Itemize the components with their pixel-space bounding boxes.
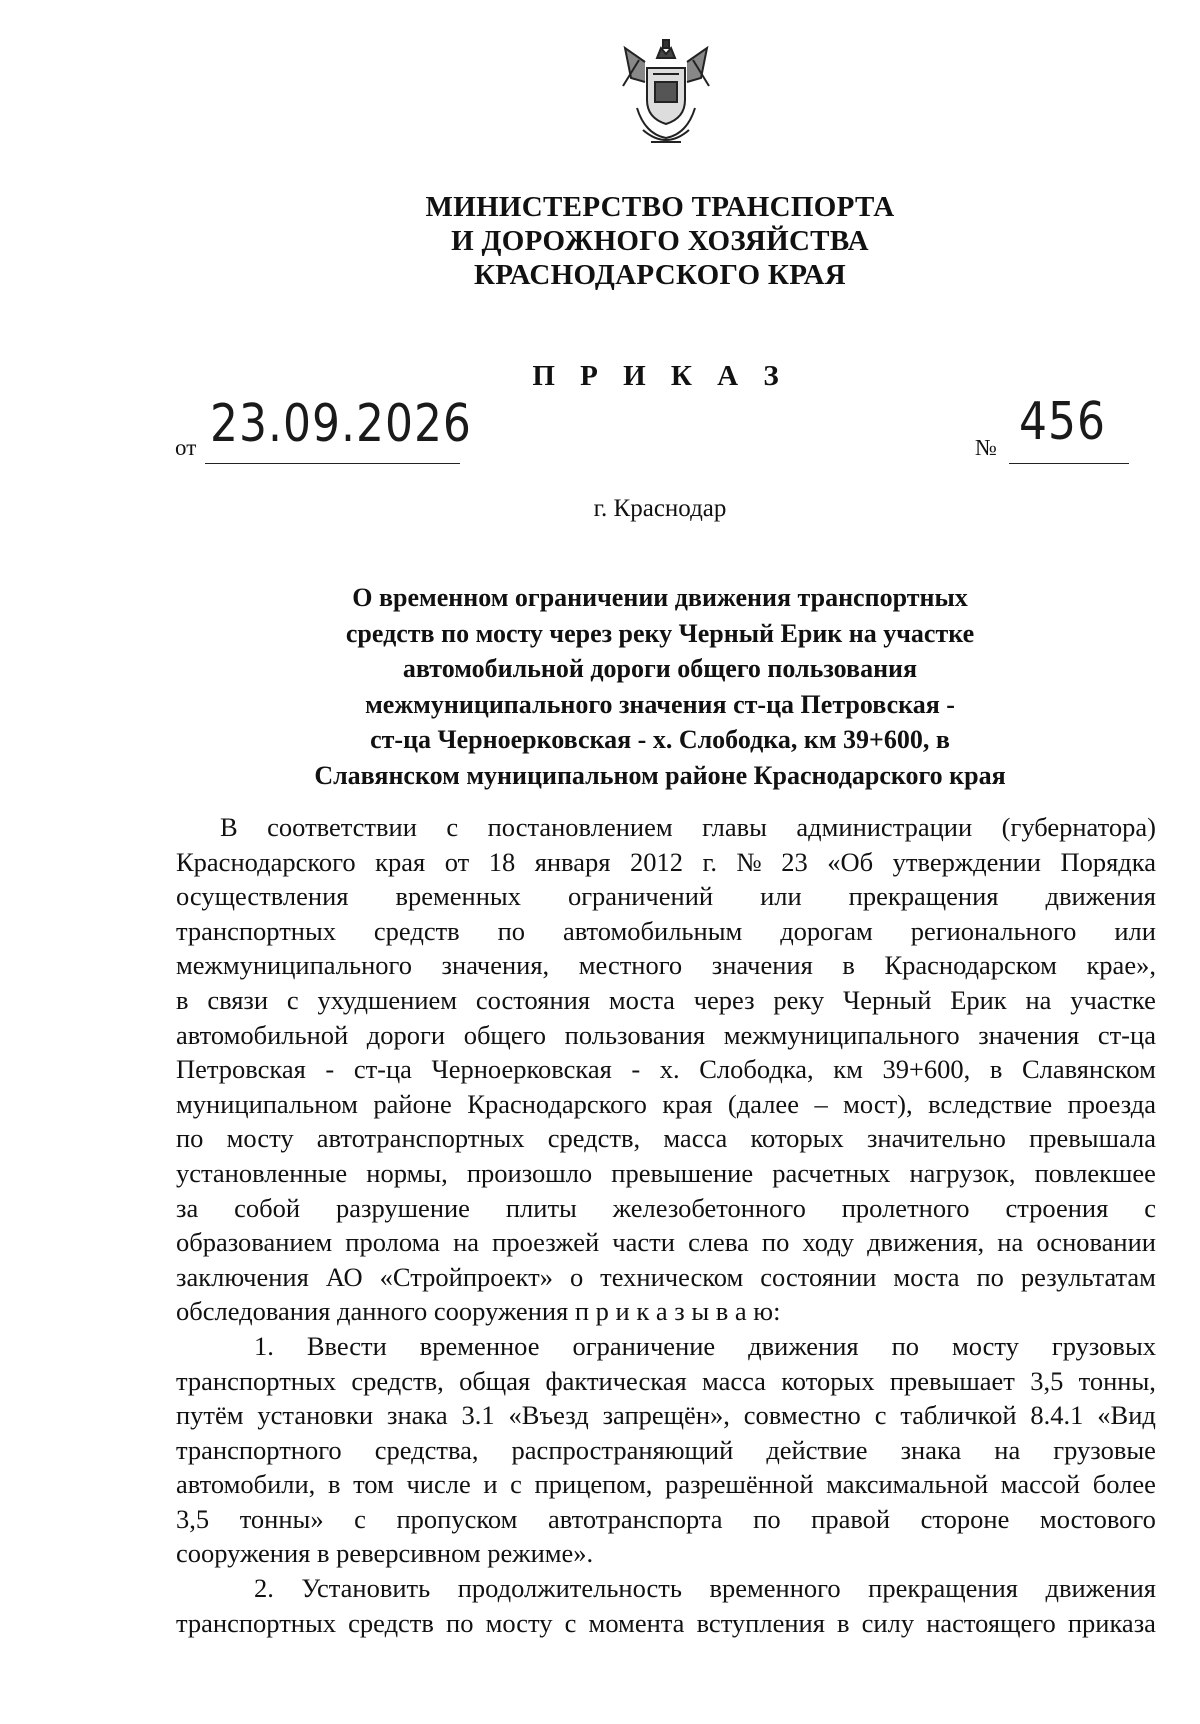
body-word: в: [837, 1607, 850, 1638]
body-word: пролетного: [841, 1192, 970, 1223]
body-word: прицепом,: [534, 1469, 653, 1500]
body-word: в: [327, 1469, 341, 1500]
body-word: табличкой: [900, 1400, 1017, 1431]
body-word: 39+600,: [882, 1054, 971, 1085]
body-word: межмуниципального: [723, 1019, 960, 1050]
body-line: [176, 1260, 1156, 1295]
ministry-line: КРАСНОДАРСКОГО КРАЯ: [473, 259, 847, 291]
body-word: 3,5: [1030, 1365, 1064, 1396]
body-word: по: [446, 1607, 474, 1638]
body-word: превышение: [611, 1157, 754, 1188]
body-word: Краснодарского: [467, 1088, 647, 1119]
body-word: №: [736, 846, 762, 877]
body-line: [176, 1502, 1156, 1537]
order-title: П Р И К А З: [532, 360, 788, 392]
body-word: которых: [781, 1365, 875, 1396]
body-word: грузовые: [1053, 1434, 1156, 1465]
body-word: превышает: [889, 1365, 1015, 1396]
body-word: приказа: [1067, 1607, 1156, 1638]
body-word: пропуском: [396, 1503, 518, 1534]
body-word: разрушение: [336, 1192, 470, 1223]
body-word: края: [375, 846, 426, 877]
body-word: автотранспортных: [316, 1123, 525, 1154]
body-word: расчетных: [772, 1157, 891, 1188]
body-line: [176, 1052, 1156, 1087]
body-word: АО: [325, 1261, 363, 1292]
body-word: масса: [663, 1123, 728, 1154]
body-word: действие: [766, 1434, 868, 1465]
body-word: установленные: [176, 1157, 348, 1188]
body-word: по: [891, 1330, 919, 1361]
body-word: знака: [900, 1434, 962, 1465]
body-word: на: [994, 1434, 1021, 1465]
body-word: средств,: [547, 1123, 641, 1154]
body-word: межмуниципального: [176, 950, 412, 981]
body-word: края: [662, 1088, 713, 1119]
body-line: [176, 948, 1156, 983]
body-word: мосту: [485, 1607, 553, 1638]
body-word: временных: [395, 881, 521, 912]
body-line: [176, 1606, 1156, 1641]
body-word: 2012: [629, 846, 683, 877]
body-word: «Въезд: [508, 1400, 589, 1431]
body-word: проезжей: [492, 1227, 600, 1258]
body-word: Краснодарского: [176, 846, 356, 877]
order-subject: [250, 580, 1070, 793]
body-word: движения,: [867, 1227, 985, 1258]
order-date: [175, 393, 472, 465]
body-word: 3.1: [461, 1400, 495, 1431]
body-line: [176, 1156, 1156, 1191]
body-word: мосту: [951, 1330, 1019, 1361]
body-word: (далее: [727, 1088, 799, 1119]
body-word: или: [760, 881, 802, 912]
body-word: по: [753, 1503, 781, 1534]
body-word: с: [874, 1400, 887, 1431]
body-word: с: [354, 1503, 366, 1534]
body-word: нормы,: [366, 1157, 448, 1188]
body-word: прекращения: [868, 1573, 1018, 1604]
body-word: транспортного: [176, 1434, 342, 1465]
body-word: по: [176, 1123, 204, 1154]
body-word: транспортных: [176, 1607, 337, 1638]
body-word: нагрузок,: [909, 1157, 1016, 1188]
body-word: тонны,: [1078, 1365, 1156, 1396]
body-word: момента: [588, 1607, 685, 1638]
body-word: о: [569, 1261, 584, 1292]
body-word: запрещён»,: [602, 1400, 730, 1431]
coat-of-arms-icon: [617, 38, 715, 156]
body-word: участке: [1070, 984, 1156, 1015]
order-number: [975, 391, 1145, 465]
city: г. Краснодар: [593, 495, 727, 522]
body-word: дорогам: [780, 915, 873, 946]
body-word: дороги: [366, 1019, 446, 1050]
body-word: ухудшением: [317, 984, 458, 1015]
body-word: железобетонного: [612, 1192, 806, 1223]
body-word: постановлением: [487, 812, 673, 842]
body-word: средств: [348, 1607, 434, 1638]
body-line: [176, 1433, 1156, 1468]
body-word: или: [1114, 915, 1156, 946]
body-word: В: [220, 812, 238, 842]
body-word: х.: [659, 1054, 680, 1085]
body-word: ст-ца: [1097, 1019, 1156, 1050]
body-word: автомобильной: [176, 1019, 349, 1050]
body-word: движения: [1045, 881, 1156, 912]
body-word: за: [176, 1192, 199, 1223]
body-word: более: [1092, 1469, 1156, 1500]
body-word: плиты: [505, 1192, 577, 1223]
body-word: местного: [578, 950, 683, 981]
body-word: Порядка: [1060, 846, 1156, 877]
body-word: средства,: [374, 1434, 479, 1465]
body-word: заключения: [176, 1261, 309, 1292]
body-word: Краснодарском: [884, 950, 1057, 981]
body-word: с: [564, 1607, 577, 1638]
body-line: [176, 914, 1156, 949]
body-line: [176, 810, 1156, 845]
body-word: грузовых: [1051, 1330, 1156, 1361]
body-word: техническом: [600, 1261, 744, 1292]
ministry-line: МИНИСТЕРСТВО ТРАНСПОРТА: [425, 191, 895, 223]
body-word: общая: [459, 1365, 531, 1396]
body-word: крае»,: [1086, 950, 1156, 981]
body-line: обследования данного сооружения п р и к а з ы в а ю:: [176, 1296, 781, 1327]
body-word: -: [325, 1054, 335, 1085]
body-line: [176, 1121, 1156, 1156]
body-word: в: [989, 1054, 1003, 1085]
body-line: [176, 1364, 1156, 1399]
body-word: прекращения: [848, 881, 999, 912]
body-word: состояния: [475, 984, 591, 1015]
body-word: средств,: [351, 1365, 444, 1396]
body-word: с: [1144, 1192, 1156, 1223]
body-word: значительно: [866, 1123, 1006, 1154]
body-word: моста: [608, 984, 675, 1015]
body-word: силу: [861, 1607, 915, 1638]
ministry-line: И ДОРОЖНОГО ХОЗЯЙСТВА: [451, 225, 869, 257]
body-word: стороне: [920, 1503, 1010, 1534]
body-word: значения: [711, 950, 813, 981]
body-word: (губернатора): [1001, 812, 1156, 842]
body-word: «Об: [827, 846, 874, 877]
body-word: моста: [893, 1261, 960, 1292]
body-word: Слободка,: [699, 1054, 814, 1085]
body-word: части: [612, 1227, 675, 1258]
body-word: максимальной: [826, 1469, 989, 1500]
body-word: временное: [419, 1330, 540, 1361]
body-word: вследствие: [928, 1088, 1053, 1119]
body-word: реку: [773, 984, 825, 1015]
body-word: на: [453, 1227, 480, 1258]
subject-line: ст-ца Черноерковская - х. Слободка, км 39+600, в: [370, 725, 950, 754]
body-word: продолжительность: [457, 1573, 682, 1604]
body-word: слева: [688, 1227, 749, 1258]
body-word: Славянском: [1021, 1054, 1156, 1085]
body-word: транспортных: [176, 1365, 337, 1396]
body-word: связи: [207, 984, 269, 1015]
body-line: [176, 1329, 1156, 1364]
body-word: значения,: [441, 950, 550, 981]
body-word: января: [534, 846, 611, 877]
body-word: установки: [257, 1400, 374, 1431]
body-word: разрешённой: [665, 1469, 814, 1500]
body-word: «Вид: [1097, 1400, 1156, 1431]
body-word: мост),: [843, 1088, 913, 1119]
body-word: утверждении: [892, 846, 1041, 877]
body-word: ограничение: [572, 1330, 716, 1361]
body-word: состоянии: [760, 1261, 877, 1292]
body-word: –: [814, 1088, 828, 1119]
date-value: 23.09.2026: [210, 393, 472, 454]
body-word: движения: [1045, 1573, 1156, 1604]
body-word: фактическая: [545, 1365, 687, 1396]
body-word: ст-ца: [353, 1054, 412, 1085]
date-underline: [205, 463, 460, 464]
body-word: Ввести: [306, 1330, 387, 1361]
body-line: [176, 1398, 1156, 1433]
body-word: произошло: [466, 1157, 593, 1188]
body-line: [176, 1087, 1156, 1122]
body-word: в: [176, 984, 189, 1015]
body-word: временного: [709, 1573, 841, 1604]
body-word: числе: [406, 1469, 471, 1500]
body-line: [176, 983, 1156, 1018]
body-word: том: [353, 1469, 394, 1500]
body-word: 1.: [254, 1330, 274, 1361]
body-word: 18: [488, 846, 516, 877]
ministry-name: [260, 190, 1060, 292]
body-word: транспортных: [176, 915, 337, 946]
body-word: результатам: [1020, 1261, 1156, 1292]
body-word: движения: [748, 1330, 859, 1361]
body-word: г.: [702, 846, 717, 877]
body-word: главы: [702, 812, 767, 842]
body-word: совместно: [743, 1400, 861, 1431]
body-word: -: [631, 1054, 641, 1085]
body-line: [176, 1571, 1156, 1606]
body-word: на: [997, 1227, 1024, 1258]
body-word: образованием: [176, 1227, 333, 1258]
body-word: по: [497, 915, 526, 946]
body-word: районе: [373, 1088, 452, 1119]
body-word: 23: [781, 846, 808, 877]
number-value: 456: [1019, 391, 1106, 452]
body-word: в: [842, 950, 855, 981]
body-word: мосту: [226, 1123, 294, 1154]
body-line: [176, 1018, 1156, 1053]
order-body: [176, 810, 1156, 1640]
body-word: автомобильным: [562, 915, 743, 946]
body-word: Черный: [842, 984, 932, 1015]
subject-line: межмуниципального значения ст-ца Петровская -: [365, 689, 955, 719]
body-word: по: [976, 1261, 1004, 1292]
body-word: Петровская: [176, 1054, 306, 1085]
body-line: [176, 845, 1156, 880]
body-word: от: [444, 846, 470, 877]
body-word: вступления: [696, 1607, 825, 1638]
body-word: знака: [386, 1400, 448, 1431]
body-word: Установить: [301, 1573, 431, 1604]
body-word: км: [833, 1054, 863, 1085]
body-word: соответствии: [267, 812, 417, 842]
body-word: на: [1025, 984, 1052, 1015]
body-word: «Стройпроект»: [379, 1261, 553, 1292]
body-word: ходу: [802, 1227, 854, 1258]
body-word: основании: [1036, 1227, 1156, 1258]
body-line: сооружения в реверсивном режиме».: [176, 1538, 594, 1569]
body-line: [176, 1191, 1156, 1226]
date-prefix: от: [175, 435, 197, 460]
body-word: с: [286, 984, 299, 1015]
number-prefix: №: [975, 435, 997, 460]
body-word: осуществления: [176, 881, 349, 912]
body-word: 2.: [254, 1573, 274, 1604]
body-word: проезда: [1067, 1088, 1156, 1119]
number-underline: [1009, 463, 1129, 464]
body-word: пользования: [564, 1019, 706, 1050]
body-word: повлекшее: [1034, 1157, 1156, 1188]
body-word: муниципальном: [176, 1088, 358, 1119]
body-word: массой: [1000, 1469, 1081, 1500]
body-word: правой: [811, 1503, 891, 1534]
subject-line: О временном ограничении движения транспортных: [352, 583, 968, 612]
body-word: Черноерковская: [431, 1054, 612, 1085]
body-word: пролома: [345, 1227, 440, 1258]
body-word: мостового: [1039, 1503, 1156, 1534]
body-word: ограничений: [567, 881, 714, 912]
body-word: автомобили,: [176, 1469, 316, 1500]
body-word: превышала: [1029, 1123, 1156, 1154]
body-word: которых: [750, 1123, 844, 1154]
body-line: [176, 879, 1156, 914]
body-word: настоящего: [926, 1607, 1056, 1638]
body-word: путём: [176, 1400, 244, 1431]
body-word: распространяющий: [511, 1434, 734, 1465]
body-word: 8.4.1: [1030, 1400, 1084, 1431]
subject-line: средств по мосту через реку Черный Ерик на участке: [345, 618, 975, 648]
body-word: и: [483, 1469, 498, 1500]
body-word: 3,5: [176, 1503, 210, 1534]
body-word: через: [693, 984, 755, 1015]
body-word: Ерик: [950, 984, 1007, 1015]
body-word: собой: [234, 1192, 301, 1223]
body-word: средств: [373, 915, 460, 946]
body-line: [176, 1225, 1156, 1260]
body-word: с: [446, 812, 459, 842]
body-line: [176, 1467, 1156, 1502]
body-word: администрации: [796, 812, 973, 842]
body-word: с: [510, 1469, 522, 1500]
body-word: автотранспорта: [547, 1503, 723, 1534]
subject-line: автомобильной дороги общего пользования: [402, 654, 918, 683]
body-word: тонны»: [239, 1503, 324, 1534]
subject-line: Славянском муниципальном районе Краснодарского края: [314, 760, 1006, 790]
body-word: общего: [463, 1019, 547, 1050]
body-word: регионального: [910, 915, 1077, 946]
body-word: масса: [701, 1365, 766, 1396]
body-word: по: [761, 1227, 790, 1258]
body-word: строения: [1005, 1192, 1109, 1223]
body-word: значения: [978, 1019, 1080, 1050]
